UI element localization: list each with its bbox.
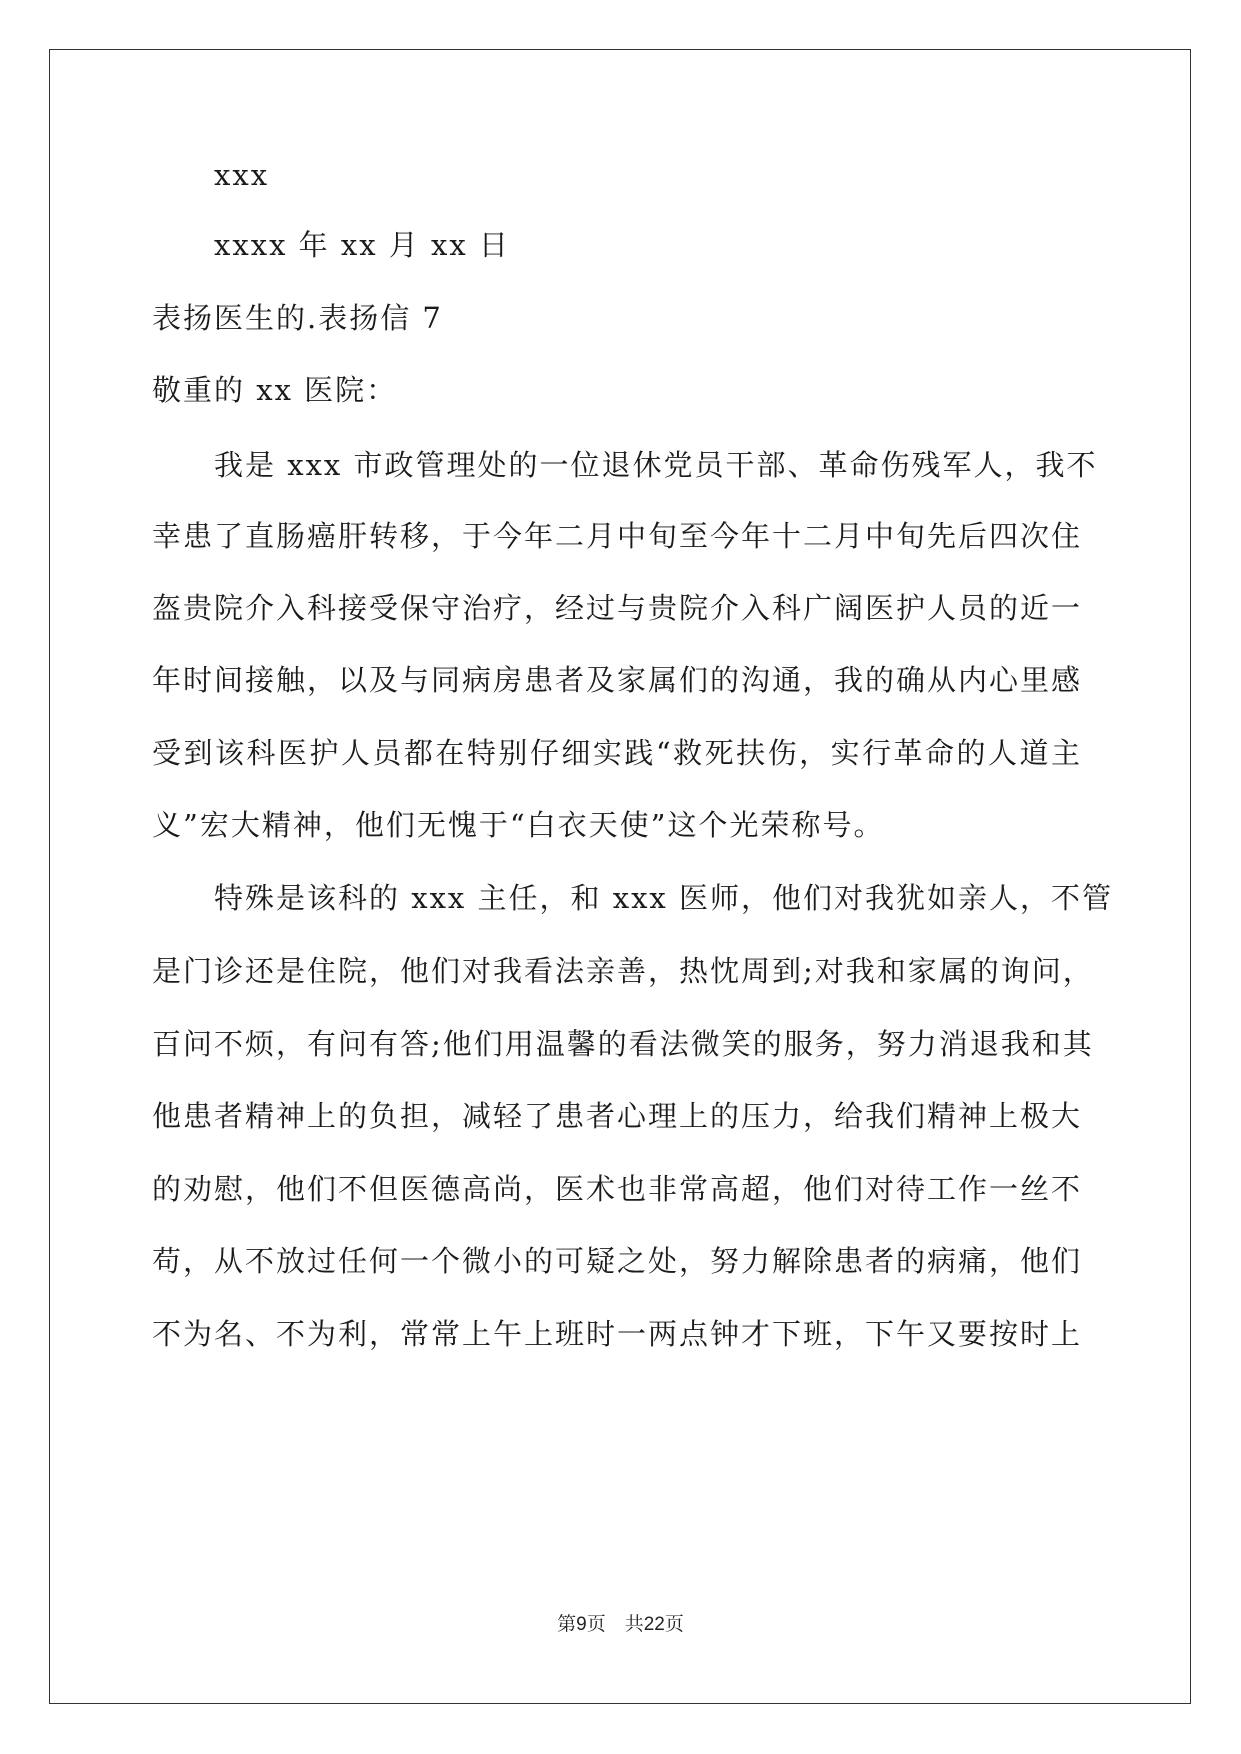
salutation: 敬重的 xx 医院：: [152, 373, 398, 407]
paragraph-line: 他患者精神上的负担，减轻了患者心理上的压力，给我们精神上极大: [152, 1099, 1083, 1133]
paragraph-line: 受到该科医护人员都在特别仔细实践“救死扶伤，实行革命的人道主: [152, 736, 1082, 770]
footer-prefix: 第: [557, 1613, 577, 1635]
paragraph-line: 义”宏大精神，他们无愧于“白衣天使”这个光荣称号。: [152, 808, 885, 842]
paragraph-line: 不为名、不为利，常常上午上班时一两点钟才下班，下午又要按时上: [152, 1317, 1083, 1351]
paragraph-line: 特殊是该科的 xxx 主任，和 xxx 医师，他们对我犹如亲人，不管: [214, 881, 1114, 915]
paragraph-line: 苟，从不放过任何一个微小的可疑之处，努力解除患者的病痛，他们: [152, 1244, 1083, 1278]
letter-date: xxxx 年 xx 月 xx 日: [214, 228, 510, 262]
signature: xxx: [214, 158, 270, 192]
paragraph-line: 幸患了直肠癌肝转移，于今年二月中旬至今年十二月中旬先后四次住: [152, 519, 1083, 553]
paragraph-line: 的劝慰，他们不但医德高尚，医术也非常高超，他们对待工作一丝不: [152, 1172, 1083, 1206]
paragraph-line: 盔贵院介入科接受保守治疗，经过与贵院介入科广阔医护人员的近一: [152, 591, 1083, 625]
paragraph-line: 百问不烦，有问有答;他们用温馨的看法微笑的服务，努力消退我和其: [152, 1027, 1094, 1061]
footer-mid: 页 共: [586, 1613, 644, 1635]
footer-suffix: 页: [664, 1613, 684, 1635]
paragraph-line: 是门诊还是住院，他们对我看法亲善，热忱周到;对我和家属的询问，: [152, 954, 1094, 988]
paragraph-line: 我是 xxx 市政管理处的一位退休党员干部、革命伤残军人，我不: [214, 448, 1098, 482]
current-page-number: 9: [576, 1614, 587, 1635]
section-heading: 表扬医生的.表扬信 7: [152, 301, 443, 335]
total-page-count: 22: [643, 1614, 665, 1635]
page-footer: [0, 1612, 1241, 1637]
paragraph-line: 年时间接触，以及与同病房患者及家属们的沟通，我的确从内心里感: [152, 663, 1083, 697]
